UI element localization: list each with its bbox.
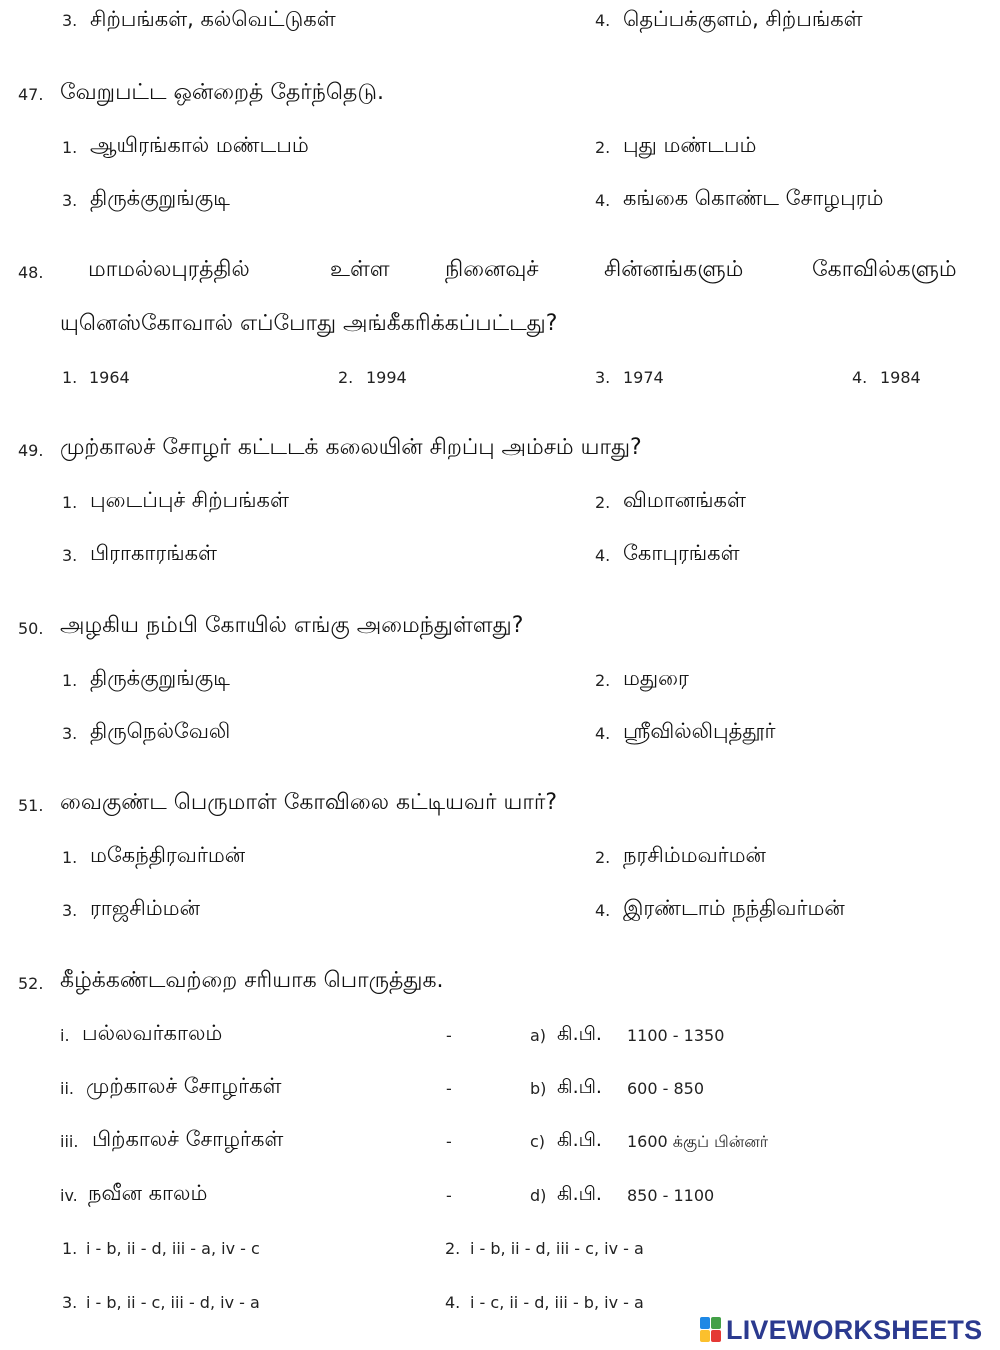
q52-right-era: கி.பி. — [557, 1076, 602, 1098]
q51-number: 51. — [18, 796, 44, 815]
q48-question-word: நினைவுச் — [445, 257, 539, 282]
q52-left-label: பிற்காலச் சோழர்கள் — [92, 1127, 284, 1151]
q52-left-roman: i. — [60, 1026, 70, 1045]
q46-option3-number: 3. — [62, 11, 78, 30]
q48-question-word: கோவில்களும் — [812, 257, 957, 282]
q48-question-word: மாமல்லபுரத்தில் — [88, 257, 250, 282]
liveworksheets-badge-icon — [700, 1317, 722, 1343]
q49-option2-text: விமானங்கள் — [623, 488, 746, 512]
q48-option3-text: 1974 — [623, 368, 664, 387]
q52-right-range: 600 - 850 — [627, 1079, 705, 1098]
q47-option3-number: 3. — [62, 191, 78, 210]
q52-option1-text: i - b, ii - d, iii - a, iv - c — [86, 1239, 260, 1258]
q48-option3-number: 3. — [595, 368, 611, 387]
liveworksheets-logo-text: LIVEWORKSHEETS — [726, 1314, 983, 1345]
q47-option4-text: கங்கை கொண்ட சோழபுரம் — [623, 186, 884, 210]
q52-right-range: 1100 - 1350 — [627, 1026, 725, 1045]
q51-option2-number: 2. — [595, 848, 611, 867]
q50-option4-text: ஸ்ரீவில்லிபுத்தூர் — [623, 719, 776, 743]
q52-left-roman: iii. — [60, 1132, 79, 1151]
q50-option3-text: திருநெல்வேலி — [90, 719, 231, 743]
q50-question: அழகிய நம்பி கோயில் எங்கு அமைந்துள்ளது? — [60, 613, 524, 638]
q52-right-letter: b) — [530, 1079, 547, 1098]
q48-question-line2: யுனெஸ்கோவால் எப்போது அங்கீகரிக்கப்பட்டது? — [60, 311, 558, 336]
q51-option2-text: நரசிம்மவர்மன் — [623, 843, 766, 867]
q52-dash: - — [446, 1186, 452, 1205]
liveworksheets-logo[interactable] — [700, 1315, 982, 1345]
q46-option3-text: சிற்பங்கள், கல்வெட்டுகள் — [90, 7, 336, 31]
q47-option2-text: புது மண்டபம் — [623, 133, 757, 157]
q47-option4-number: 4. — [595, 191, 611, 210]
q48-question-word: சின்னங்களும் — [604, 257, 744, 282]
q48-option4-number: 4. — [852, 368, 868, 387]
q49-question: முற்காலச் சோழர் கட்டடக் கலையின் சிறப்பு அம்சம் யாது? — [60, 435, 642, 460]
q49-option1-text: புடைப்புச் சிற்பங்கள் — [90, 488, 289, 512]
q52-option4-text: i - c, ii - d, iii - b, iv - a — [470, 1293, 644, 1312]
q51-question: வைகுண்ட பெருமாள் கோவிலை கட்டியவர் யார்? — [60, 790, 558, 815]
q48-question-word: உள்ள — [330, 257, 390, 282]
q47-number: 47. — [18, 85, 44, 104]
q52-right-range: 1600 க்குப் பின்னர் — [627, 1132, 769, 1151]
q52-left-roman: ii. — [60, 1079, 74, 1098]
q47-question: வேறுபட்ட ஒன்றைத் தேர்ந்தெடு. — [60, 80, 384, 105]
q50-option1-text: திருக்குறுங்குடி — [90, 666, 230, 690]
q52-left-label: நவீன காலம் — [88, 1181, 208, 1205]
q48-number: 48. — [18, 263, 44, 282]
q47-option3-text: திருக்குறுங்குடி — [90, 186, 230, 210]
q52-option3-text: i - b, ii - c, iii - d, iv - a — [86, 1293, 260, 1312]
q49-option3-text: பிராகாரங்கள் — [90, 541, 218, 565]
q52-left-roman: iv. — [60, 1186, 78, 1205]
q47-option2-number: 2. — [595, 138, 611, 157]
q51-option4-number: 4. — [595, 901, 611, 920]
q50-option4-number: 4. — [595, 724, 611, 743]
q52-left-label: பல்லவர்காலம் — [82, 1021, 223, 1045]
q52-dash: - — [446, 1079, 452, 1098]
q51-option1-number: 1. — [62, 848, 78, 867]
q52-right-letter: d) — [530, 1186, 547, 1205]
q52-right-range: 850 - 1100 — [627, 1186, 715, 1205]
q49-number: 49. — [18, 441, 44, 460]
q49-option4-number: 4. — [595, 546, 611, 565]
q49-option1-number: 1. — [62, 493, 78, 512]
q49-option2-number: 2. — [595, 493, 611, 512]
q51-option3-number: 3. — [62, 901, 78, 920]
q47-option1-number: 1. — [62, 138, 78, 157]
q52-right-letter: a) — [530, 1026, 547, 1045]
q50-number: 50. — [18, 619, 44, 638]
q52-option1-number: 1. — [62, 1239, 78, 1258]
q48-option4-text: 1984 — [880, 368, 921, 387]
q52-dash: - — [446, 1132, 452, 1151]
q47-option1-text: ஆயிரங்கால் மண்டபம் — [90, 133, 309, 157]
q52-question: கீழ்க்கண்டவற்றை சரியாக பொருத்துக. — [60, 968, 444, 993]
q48-option1-text: 1964 — [89, 368, 130, 387]
q50-option2-text: மதுரை — [623, 666, 689, 690]
q46-option4-text: தெப்பக்குளம், சிற்பங்கள் — [623, 7, 863, 31]
q50-option1-number: 1. — [62, 671, 78, 690]
q52-right-era: கி.பி. — [557, 1183, 602, 1205]
q49-option3-number: 3. — [62, 546, 78, 565]
q52-option2-text: i - b, ii - d, iii - c, iv - a — [470, 1239, 644, 1258]
q50-option3-number: 3. — [62, 724, 78, 743]
q48-option2-number: 2. — [338, 368, 354, 387]
q52-right-era: கி.பி. — [557, 1023, 602, 1045]
q49-option4-text: கோபுரங்கள் — [623, 541, 740, 565]
q52-right-era: கி.பி. — [557, 1129, 602, 1151]
q50-option2-number: 2. — [595, 671, 611, 690]
q51-option3-text: ராஜசிம்மன் — [90, 896, 200, 920]
q52-option3-number: 3. — [62, 1293, 78, 1312]
q52-number: 52. — [18, 974, 44, 993]
q52-option2-number: 2. — [445, 1239, 461, 1258]
q48-option2-text: 1994 — [366, 368, 407, 387]
q48-option1-number: 1. — [62, 368, 78, 387]
q46-option4-number: 4. — [595, 11, 611, 30]
q52-option4-number: 4. — [445, 1293, 461, 1312]
q52-left-label: முற்காலச் சோழர்கள் — [86, 1074, 282, 1098]
q52-right-letter: c) — [530, 1132, 546, 1151]
q52-dash: - — [446, 1026, 452, 1045]
q51-option1-text: மகேந்திரவர்மன் — [90, 843, 246, 867]
q51-option4-text: இரண்டாம் நந்திவர்மன் — [623, 896, 845, 920]
